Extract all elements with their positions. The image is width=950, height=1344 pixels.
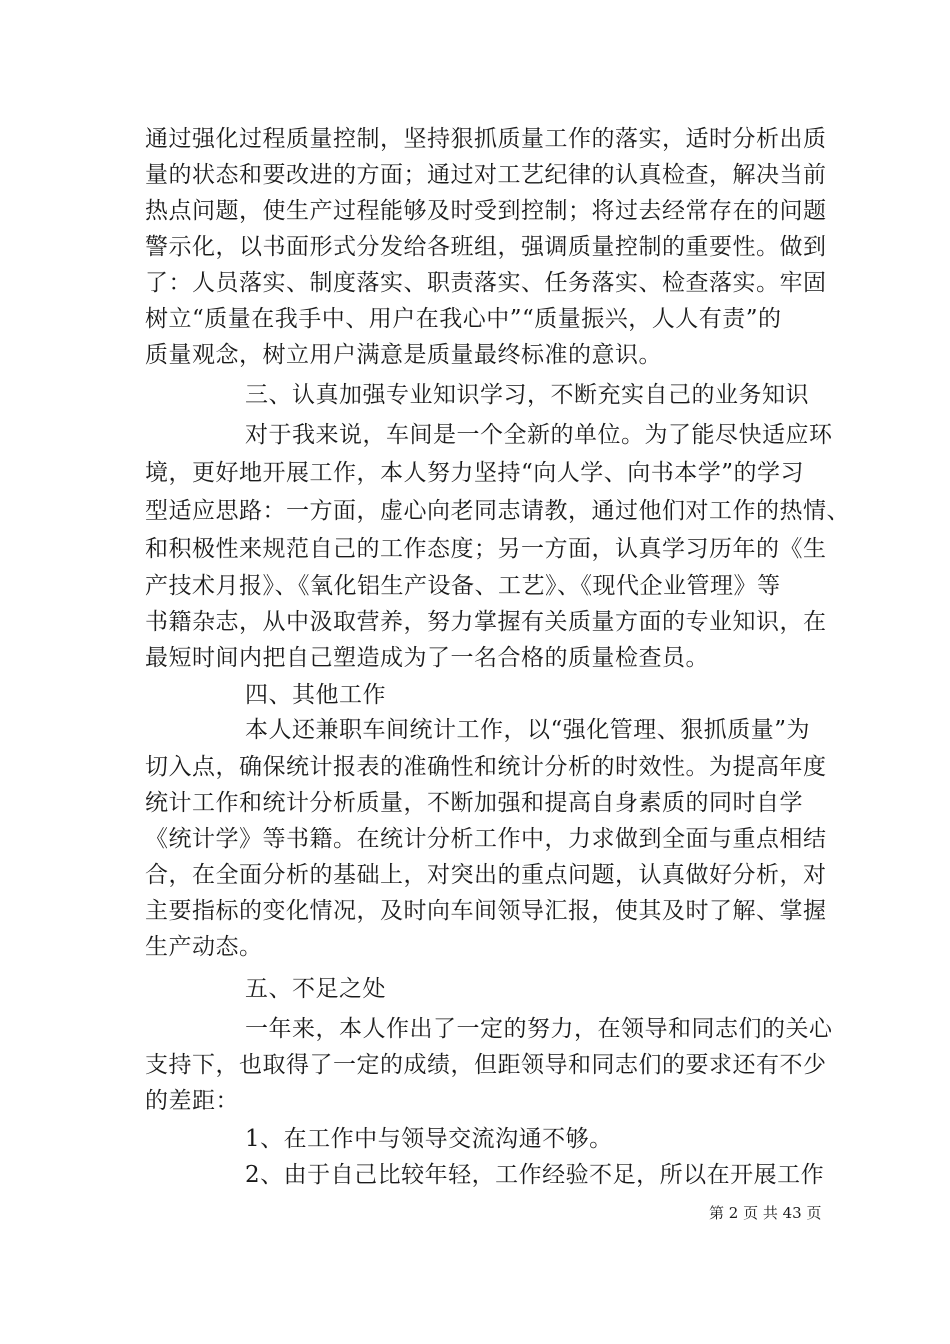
body-line: 型适应思路：一方面，虚心向老同志请教，通过他们对工作的热情、 bbox=[145, 498, 850, 524]
body-line: 一年来，本人作出了一定的努力，在领导和同志们的关心 bbox=[245, 1016, 833, 1042]
body-line: 切入点，确保统计报表的准确性和统计分析的时效性。为提高年度 bbox=[145, 754, 827, 780]
body-line: 了：人员落实、制度落实、职责落实、任务落实、检查落实。牢固 bbox=[145, 270, 827, 296]
body-line: 热点问题，使生产过程能够及时受到控制；将过去经常存在的问题 bbox=[145, 198, 827, 224]
body-line: 质量观念，树立用户满意是质量最终标准的意识。 bbox=[145, 342, 662, 368]
body-line: 量的状态和要改进的方面；通过对工艺纪律的认真检查，解决当前 bbox=[145, 162, 827, 188]
body-line: 对于我来说，车间是一个全新的单位。为了能尽快适应环 bbox=[245, 422, 833, 448]
body-line: 《统计学》等书籍。在统计分析工作中，力求做到全面与重点相结 bbox=[145, 826, 827, 852]
body-line: 书籍杂志，从中汲取营养，努力掌握有关质量方面的专业知识，在 bbox=[145, 609, 827, 635]
section-heading: 四、其他工作 bbox=[245, 682, 386, 708]
section-heading: 五、不足之处 bbox=[245, 976, 386, 1002]
list-item: 1、在工作中与领导交流沟通不够。 bbox=[245, 1126, 613, 1152]
body-line: 树立“质量在我手中、用户在我心中”“质量振兴，人人有责”的 bbox=[145, 306, 782, 332]
body-line: 本人还兼职车间统计工作，以“强化管理、狠抓质量”为 bbox=[245, 717, 811, 743]
body-line: 境，更好地开展工作，本人努力坚持“向人学、向书本学”的学习 bbox=[145, 460, 805, 486]
page-number: 第 2 页 共 43 页 bbox=[709, 1204, 822, 1222]
body-line: 合，在全面分析的基础上，对突出的重点问题，认真做好分析，对 bbox=[145, 862, 827, 888]
body-line: 产技术月报》、《氧化铝生产设备、工艺》、《现代企业管理》等 bbox=[145, 573, 781, 599]
body-line: 最短时间内把自己塑造成为了一名合格的质量检查员。 bbox=[145, 645, 709, 671]
body-line: 生产动态。 bbox=[145, 934, 263, 960]
body-line: 和积极性来规范自己的工作态度；另一方面，认真学习历年的《生 bbox=[145, 536, 827, 562]
section-heading: 三、认真加强专业知识学习，不断充实自己的业务知识 bbox=[245, 382, 809, 408]
body-line: 的差距： bbox=[145, 1088, 239, 1114]
body-line: 警示化，以书面形式分发给各班组，强调质量控制的重要性。做到 bbox=[145, 234, 827, 260]
list-item: 2、由于自己比较年轻，工作经验不足，所以在开展工作 bbox=[245, 1162, 825, 1188]
body-line: 通过强化过程质量控制，坚持狠抓质量工作的落实，适时分析出质 bbox=[145, 126, 827, 152]
body-line: 主要指标的变化情况，及时向车间领导汇报，使其及时了解、掌握 bbox=[145, 898, 827, 924]
body-line: 统计工作和统计分析质量，不断加强和提高自身素质的同时自学 bbox=[145, 790, 803, 816]
body-line: 支持下，也取得了一定的成绩，但距领导和同志们的要求还有不少 bbox=[145, 1052, 827, 1078]
